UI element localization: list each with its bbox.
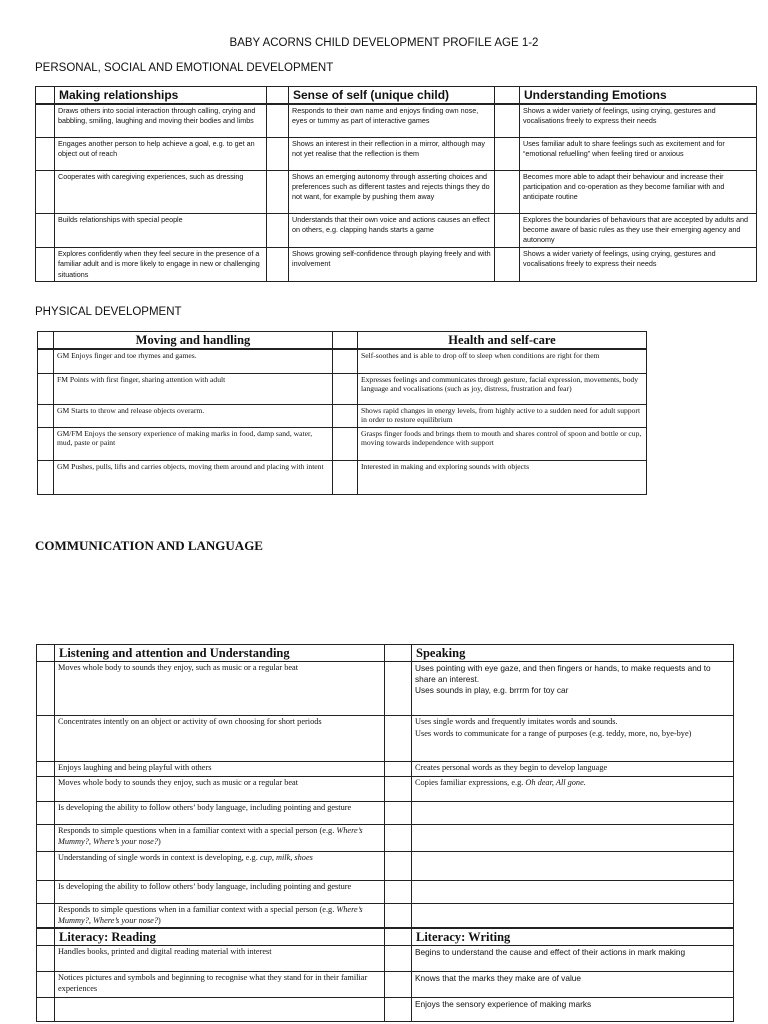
table-cell: Grasps finger foods and brings them to mouth and shares control of spoon and bottle or cup, moving towards independence with support — [358, 427, 647, 460]
checkbox-cell[interactable] — [37, 716, 55, 762]
table-cell: Cooperates with caregiving experiences, such as dressing — [55, 170, 267, 213]
table-cell: Builds relationships with special people — [55, 213, 267, 247]
table-row — [37, 825, 734, 852]
table-cell: Shows an emerging autonomy through asserting choices and preferences such as different tastes and rejects things they do not want, for example by pushing them away — [289, 170, 495, 213]
checkbox-cell[interactable] — [37, 802, 55, 825]
checkbox-cell[interactable] — [385, 662, 412, 716]
table-cell: Shows growing self-confidence through playing freely and with involvement — [289, 247, 495, 281]
checkbox-cell[interactable] — [36, 104, 55, 137]
checkbox-cell[interactable] — [37, 904, 55, 929]
physical-heading: PHYSICAL DEVELOPMENT — [35, 306, 182, 318]
table-cell: Moves whole body to sounds they enjoy, such as music or a regular beat — [55, 777, 385, 802]
table-cell: Expresses feelings and communicates through gesture, facial expression, movements, body language and vocalisations (such as joy, distress, frustration and fear) — [358, 373, 647, 404]
checkbox-cell[interactable] — [495, 137, 520, 170]
cell-line: Uses words to communicate for a range of purposes (e.g. teddy, more, no, bye-bye) — [415, 728, 692, 738]
checkbox-cell[interactable] — [385, 928, 412, 946]
cell-text: Copies familiar expressions, e.g. — [415, 778, 526, 787]
table-cell: Interested in making and exploring sounds with objects — [358, 460, 647, 494]
table-cell — [412, 662, 734, 716]
table-cell: FM Points with first finger, sharing attention with adult — [54, 373, 333, 404]
cell-emphasis: cup, milk, shoes — [259, 853, 313, 862]
checkbox-cell[interactable] — [495, 87, 520, 105]
checkbox-cell[interactable] — [385, 802, 412, 825]
table-cell: Creates personal words as they begin to develop language — [412, 762, 734, 777]
table-row — [37, 998, 734, 1022]
checkbox-cell[interactable] — [37, 972, 55, 998]
col-header-making-relationships: Making relationships — [55, 87, 267, 105]
col-header-understanding-emotions: Understanding Emotions — [520, 87, 757, 105]
checkbox-cell[interactable] — [385, 825, 412, 852]
table-cell: Moves whole body to sounds they enjoy, such as music or a regular beat — [55, 662, 385, 716]
cell-line: Uses sounds in play, e.g. brrrm for toy car — [415, 685, 569, 696]
table-cell: Engages another person to help achieve a goal, e.g. to get an object out of reach — [55, 137, 267, 170]
checkbox-cell[interactable] — [495, 170, 520, 213]
table-cell: GM/FM Enjoys the sensory experience of making marks in food, damp sand, water, mud, paste or paint — [54, 427, 333, 460]
table-cell: Draws others into social interaction through calling, crying and babbling, smiling, laughing and moving their bodies and limbs — [55, 104, 267, 137]
col-header-sense-of-self: Sense of self (unique child) — [289, 87, 495, 105]
table-cell — [55, 904, 385, 929]
table-row — [36, 213, 757, 247]
col-header-moving-handling: Moving and handling — [54, 332, 333, 350]
table-row — [37, 802, 734, 825]
checkbox-cell[interactable] — [385, 904, 412, 929]
physical-header-row — [38, 332, 647, 350]
communication-table — [36, 644, 734, 1022]
checkbox-cell[interactable] — [385, 946, 412, 972]
table-cell: Enjoys the sensory experience of making marks — [412, 998, 734, 1022]
table-cell — [412, 825, 734, 852]
psed-heading: PERSONAL, SOCIAL AND EMOTIONAL DEVELOPMENT — [35, 62, 334, 74]
table-cell — [55, 825, 385, 852]
checkbox-cell[interactable] — [36, 87, 55, 105]
table-row — [37, 716, 734, 762]
checkbox-cell[interactable] — [37, 946, 55, 972]
checkbox-cell[interactable] — [333, 373, 358, 404]
table-cell: Enjoys laughing and being playful with others — [55, 762, 385, 777]
checkbox-cell[interactable] — [267, 247, 289, 281]
checkbox-cell[interactable] — [267, 87, 289, 105]
col-header-literacy-writing: Literacy: Writing — [412, 928, 734, 946]
checkbox-cell[interactable] — [38, 427, 54, 460]
table-row — [36, 247, 757, 281]
table-cell: Understands that their own voice and actions causes an effect on others, e.g. clapping hands starts a game — [289, 213, 495, 247]
col-header-health-self-care: Health and self-care — [358, 332, 647, 350]
table-row — [37, 662, 734, 716]
cell-text: ) — [158, 915, 161, 925]
cell-line: Uses single words and frequently imitates words and sounds. — [415, 717, 618, 726]
checkbox-cell[interactable] — [37, 998, 55, 1022]
table-cell: GM Enjoys finger and toe rhymes and games. — [54, 349, 333, 373]
table-cell — [412, 802, 734, 825]
checkbox-cell[interactable] — [385, 972, 412, 998]
cell-text: Understanding of single words in context is developing, e.g. — [58, 853, 260, 862]
table-cell: Begins to understand the cause and effect of their actions in mark making — [412, 946, 734, 972]
checkbox-cell[interactable] — [267, 170, 289, 213]
table-row — [36, 170, 757, 213]
table-cell: Is developing the ability to follow others’ body language, including pointing and gesture — [55, 881, 385, 904]
checkbox-cell[interactable] — [385, 881, 412, 904]
checkbox-cell[interactable] — [37, 928, 55, 946]
checkbox-cell[interactable] — [37, 777, 55, 802]
checkbox-cell[interactable] — [333, 332, 358, 350]
cell-text: Responds to simple questions when in a familiar context with a special person (e.g. — [58, 905, 337, 914]
table-cell: Shows a wider variety of feelings, using crying, gestures and vocalisations freely to express their needs — [520, 104, 757, 137]
cell-text: Responds to simple questions when in a familiar context with a special person (e.g. — [58, 826, 337, 835]
checkbox-cell[interactable] — [36, 213, 55, 247]
checkbox-cell[interactable] — [385, 852, 412, 881]
table-cell — [412, 904, 734, 929]
checkbox-cell[interactable] — [333, 349, 358, 373]
table-row — [37, 762, 734, 777]
table-cell — [412, 881, 734, 904]
checkbox-cell[interactable] — [385, 645, 412, 662]
checkbox-cell[interactable] — [333, 404, 358, 427]
checkbox-cell[interactable] — [267, 104, 289, 137]
checkbox-cell[interactable] — [36, 137, 55, 170]
col-header-literacy-reading: Literacy: Reading — [55, 928, 385, 946]
checkbox-cell[interactable] — [267, 213, 289, 247]
table-cell — [55, 998, 385, 1022]
checkbox-cell[interactable] — [38, 404, 54, 427]
checkbox-cell[interactable] — [385, 777, 412, 802]
table-cell: Notices pictures and symbols and beginning to recognise what they stand for in their familiar experiences — [55, 972, 385, 998]
checkbox-cell[interactable] — [333, 427, 358, 460]
col-header-listening: Listening and attention and Understanding — [55, 645, 385, 662]
table-cell: Is developing the ability to follow others’ body language, including pointing and gesture — [55, 802, 385, 825]
table-row — [37, 904, 734, 929]
checkbox-cell[interactable] — [38, 460, 54, 494]
col-header-speaking: Speaking — [412, 645, 734, 662]
psed-table — [35, 86, 757, 282]
checkbox-cell[interactable] — [495, 247, 520, 281]
table-cell: Shows an interest in their reflection in a mirror, although may not yet realise that the reflection is them — [289, 137, 495, 170]
table-row — [37, 946, 734, 972]
checkbox-cell[interactable] — [37, 662, 55, 716]
cell-emphasis: Oh dear, All gone. — [525, 778, 586, 787]
cell-emphasis: Where’s Mummy?, Where’s your nose? — [58, 826, 363, 846]
physical-table — [37, 331, 647, 495]
cell-line: Uses pointing with eye gaze, and then fingers or hands, to make requests and to share an interest. — [415, 663, 711, 684]
table-cell: GM Starts to throw and release objects overarm. — [54, 404, 333, 427]
checkbox-cell[interactable] — [37, 762, 55, 777]
table-row — [36, 137, 757, 170]
cell-emphasis: Where’s Mummy?, Where’s your nose? — [58, 905, 363, 925]
checkbox-cell[interactable] — [495, 213, 520, 247]
table-cell: Concentrates intently on an object or activity of own choosing for short periods — [55, 716, 385, 762]
checkbox-cell[interactable] — [38, 349, 54, 373]
table-row — [37, 972, 734, 998]
table-cell: Uses familiar adult to share feelings such as excitement and for “emotional refuelling” when feeling tired or anxious — [520, 137, 757, 170]
table-row — [38, 427, 647, 460]
page-title: BABY ACORNS CHILD DEVELOPMENT PROFILE AGE 1-2 — [229, 37, 539, 49]
table-row — [37, 777, 734, 802]
checkbox-cell[interactable] — [267, 137, 289, 170]
table-cell: Responds to their own name and enjoys finding own nose, eyes or tummy as part of interactive games — [289, 104, 495, 137]
table-cell: Shows a wider variety of feelings, using crying, gestures and vocalisations freely to express their needs — [520, 247, 757, 281]
table-cell: Shows rapid changes in energy levels, from highly active to a sudden need for adult support in order to restore equilibrium — [358, 404, 647, 427]
communication-heading: COMMUNICATION AND LANGUAGE — [35, 538, 263, 553]
checkbox-cell[interactable] — [385, 762, 412, 777]
checkbox-cell[interactable] — [495, 104, 520, 137]
table-row — [37, 852, 734, 881]
psed-header-row — [36, 87, 757, 105]
table-row — [38, 349, 647, 373]
checkbox-cell[interactable] — [36, 247, 55, 281]
table-cell: Knows that the marks they make are of value — [412, 972, 734, 998]
checkbox-cell[interactable] — [38, 332, 54, 350]
table-cell: Handles books, printed and digital reading material with interest — [55, 946, 385, 972]
table-row — [38, 404, 647, 427]
table-row — [38, 460, 647, 494]
checkbox-cell[interactable] — [36, 170, 55, 213]
table-cell: Explores confidently when they feel secure in the presence of a familiar adult and is more likely to engage in new or challenging situations — [55, 247, 267, 281]
checkbox-cell[interactable] — [385, 998, 412, 1022]
checkbox-cell[interactable] — [37, 645, 55, 662]
table-cell — [412, 852, 734, 881]
table-cell: GM Pushes, pulls, lifts and carries objects, moving them around and placing with intent — [54, 460, 333, 494]
checkbox-cell[interactable] — [37, 825, 55, 852]
checkbox-cell[interactable] — [385, 716, 412, 762]
table-cell: Self-soothes and is able to drop off to sleep when conditions are right for them — [358, 349, 647, 373]
table-cell — [412, 777, 734, 802]
literacy-header-row — [37, 928, 734, 946]
cell-text: ) — [158, 836, 161, 846]
table-cell — [412, 716, 734, 762]
table-row — [38, 373, 647, 404]
table-row — [37, 881, 734, 904]
communication-header-row — [37, 645, 734, 662]
table-cell: Becomes more able to adapt their behaviour and increase their participation and co-operation as they become familiar with and anticipate routine — [520, 170, 757, 213]
checkbox-cell[interactable] — [38, 373, 54, 404]
checkbox-cell[interactable] — [333, 460, 358, 494]
table-cell: Explores the boundaries of behaviours that are accepted by adults and become aware of basic rules as they use their emerging agency and autonomy — [520, 213, 757, 247]
table-cell — [55, 852, 385, 881]
checkbox-cell[interactable] — [37, 881, 55, 904]
table-row — [36, 104, 757, 137]
checkbox-cell[interactable] — [37, 852, 55, 881]
